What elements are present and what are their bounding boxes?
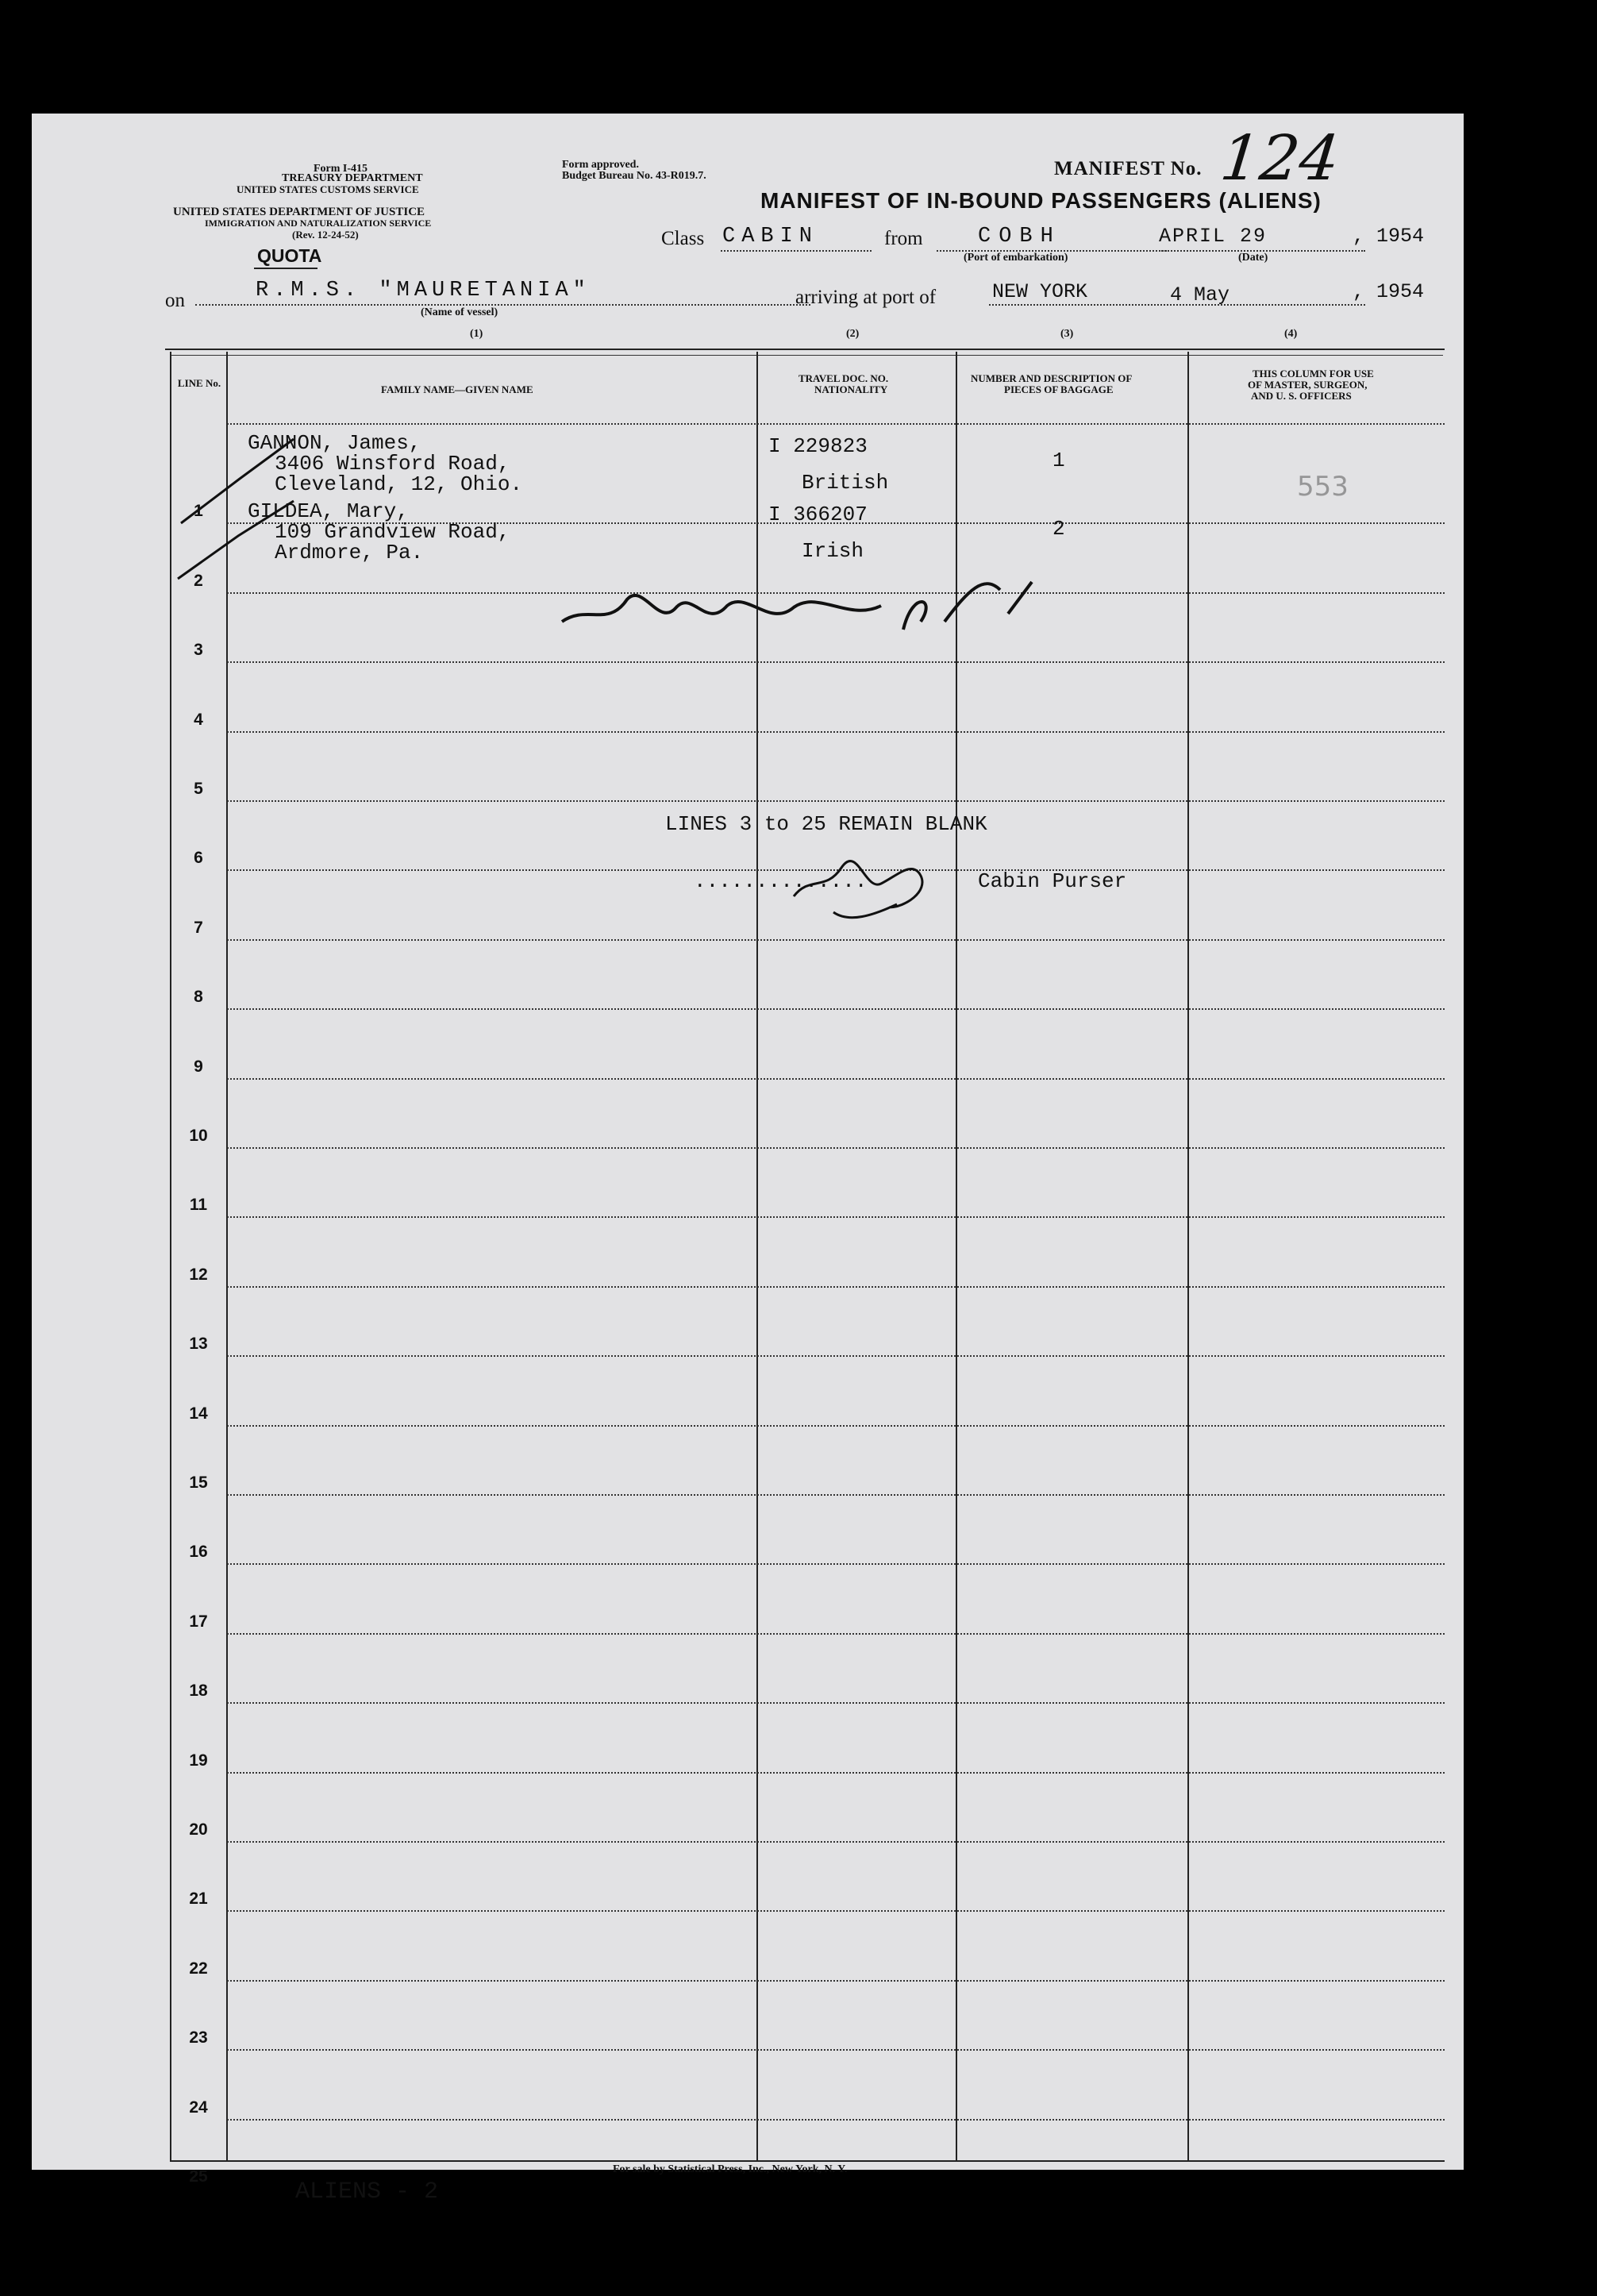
line-number: 21 <box>189 1890 208 1909</box>
officer-signature <box>562 582 1032 630</box>
manifest-sheet <box>32 114 1464 2186</box>
budget-bureau: Budget Bureau No. 43-R019.7. <box>562 170 706 182</box>
line-number: 19 <box>189 1751 208 1770</box>
header-travel-doc: TRAVEL DOC. NO. <box>798 372 889 384</box>
passenger-2-address2: Ardmore, Pa. <box>275 541 424 564</box>
header-name: FAMILY NAME—GIVEN NAME <box>381 383 533 395</box>
remain-blank-note: LINES 3 to 25 REMAIN BLANK <box>665 812 987 836</box>
vessel-caption: (Name of vessel) <box>421 306 498 318</box>
arrival-date: 4 May <box>1170 283 1230 306</box>
header-officers-2: OF MASTER, SURGEON, <box>1248 379 1368 391</box>
footer-aliens-label: ALIENS - 2 <box>295 2179 439 2205</box>
line-number: 25 <box>189 2167 208 2186</box>
line-number: 17 <box>189 1612 208 1631</box>
passenger-1-nationality: British <box>802 471 889 495</box>
department-of-justice: UNITED STATES DEPARTMENT OF JUSTICE <box>173 206 425 218</box>
quota-label: QUOTA <box>257 245 322 266</box>
line-number: 3 <box>194 641 203 660</box>
line-number: 12 <box>189 1265 208 1284</box>
revision-date: (Rev. 12-24-52) <box>292 229 359 241</box>
customs-service: UNITED STATES CUSTOMS SERVICE <box>237 183 419 195</box>
header-nationality: NATIONALITY <box>814 383 888 395</box>
line-number: 13 <box>189 1335 208 1354</box>
passenger-1-address1: 3406 Winsford Road, <box>275 452 510 476</box>
arrival-year: , 1954 <box>1353 280 1425 303</box>
manifest-number: 124 <box>1217 123 1343 195</box>
arriving-label: arriving at port of <box>795 287 937 308</box>
line-number: 14 <box>189 1404 208 1423</box>
arrival-port: NEW YORK <box>992 280 1088 303</box>
line-number: 9 <box>194 1057 203 1076</box>
manifest-label: MANIFEST No. <box>1054 158 1203 179</box>
form-number: Form I-415 <box>314 163 368 175</box>
line-number: 23 <box>189 2028 208 2048</box>
column-number-4: (4) <box>1284 328 1298 340</box>
passenger-2-baggage: 2 <box>1052 517 1065 541</box>
line-number: 6 <box>194 849 203 868</box>
passenger-1-baggage: 1 <box>1052 449 1065 472</box>
line-number: 22 <box>189 1959 208 1978</box>
line-number: 18 <box>189 1682 208 1701</box>
passenger-1-travel-doc: I 229823 <box>768 434 868 458</box>
line-number: 4 <box>194 710 203 729</box>
line-number: 11 <box>189 1196 208 1215</box>
line-number: 10 <box>189 1127 208 1145</box>
form-approved: Form approved. <box>562 159 639 171</box>
class-label: Class <box>661 228 705 249</box>
line-number: 5 <box>194 780 203 798</box>
header-officers-3: AND U. S. OFFICERS <box>1251 390 1352 402</box>
passenger-2-name: GILDEA, Mary, <box>248 499 409 523</box>
purser-dots: .............. <box>694 869 868 893</box>
on-label: on <box>165 290 185 311</box>
header-baggage-pieces: PIECES OF BAGGAGE <box>1004 383 1114 395</box>
departure-date: APRIL 29 <box>1159 225 1268 248</box>
passenger-1-officer-mark: 553 <box>1297 471 1349 503</box>
treasury-department: TREASURY DEPARTMENT <box>282 172 423 184</box>
column-number-1: (1) <box>470 328 483 340</box>
column-number-3: (3) <box>1060 328 1074 340</box>
header-baggage: NUMBER AND DESCRIPTION OF <box>971 372 1133 384</box>
passenger-2-nationality: Irish <box>802 539 864 563</box>
footer-printer: For sale by Statistical Press, Inc., New York, N. Y. <box>613 2163 848 2175</box>
header-line-no: LINE No. <box>177 377 221 389</box>
departure-year: , 1954 <box>1353 225 1425 248</box>
line-number: 8 <box>194 988 203 1007</box>
line-number: 20 <box>189 1820 208 1839</box>
handwritten-marks <box>32 114 1464 2170</box>
line-number: 1 <box>194 502 203 521</box>
purser-label: Cabin Purser <box>978 869 1127 893</box>
line-number: 15 <box>189 1474 208 1492</box>
line-number: 24 <box>189 2098 208 2117</box>
passenger-2-address1: 109 Grandview Road, <box>275 520 510 544</box>
line-number: 2 <box>194 571 203 590</box>
passenger-1-address2: Cleveland, 12, Ohio. <box>275 472 523 496</box>
passenger-2-travel-doc: I 366207 <box>768 503 868 526</box>
page-title: MANIFEST OF IN-BOUND PASSENGERS (ALIENS) <box>760 188 1322 213</box>
from-label: from <box>884 228 923 249</box>
date-caption: (Date) <box>1238 252 1268 264</box>
class-value: CABIN <box>722 225 819 248</box>
line-number: 7 <box>194 918 203 937</box>
header-officers: THIS COLUMN FOR USE <box>1253 368 1374 379</box>
vessel-name: R.M.S. "MAURETANIA" <box>256 279 591 302</box>
port-of-embarkation: COBH <box>978 225 1061 248</box>
embarkation-caption: (Port of embarkation) <box>964 252 1068 264</box>
immigration-service: IMMIGRATION AND NATURALIZATION SERVICE <box>205 218 432 229</box>
column-number-2: (2) <box>846 328 860 340</box>
line-number: 16 <box>189 1543 208 1562</box>
passenger-1-name: GANNON, James, <box>248 431 421 455</box>
